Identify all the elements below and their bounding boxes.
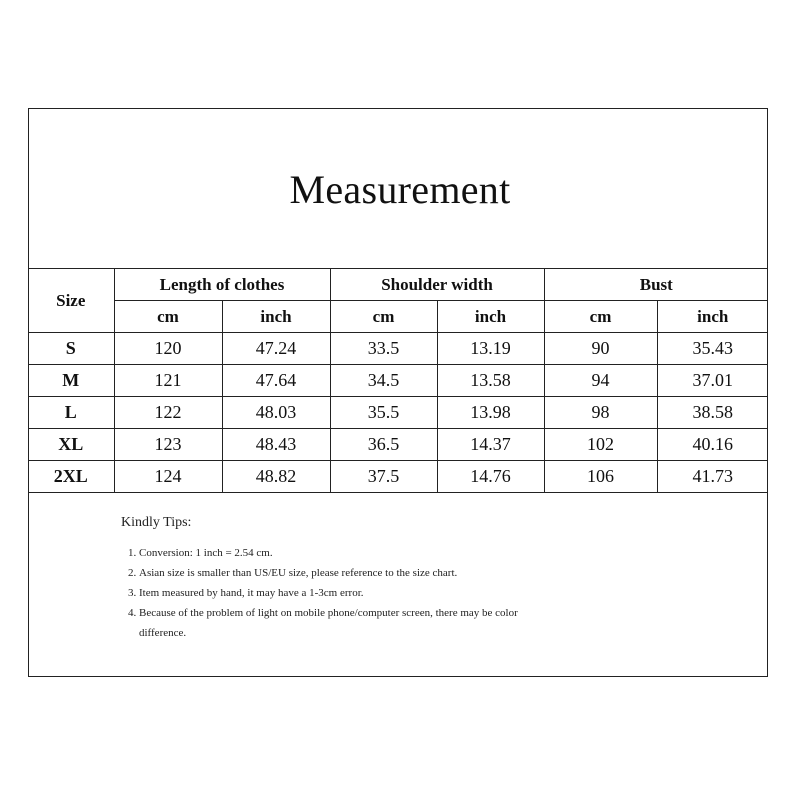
- measurement-cell: 124: [114, 461, 222, 493]
- size-label-cell: S: [28, 333, 114, 365]
- size-table: [28, 268, 768, 493]
- measurement-cell: 33.5: [330, 333, 437, 365]
- measurement-cell: 35.43: [657, 333, 768, 365]
- measurement-cell: 106: [544, 461, 657, 493]
- measurement-cell: 35.5: [330, 397, 437, 429]
- measurement-cell: 37.5: [330, 461, 437, 493]
- page-title: Measurement: [289, 167, 511, 212]
- unit-header: inch: [222, 301, 330, 333]
- size-column-header: Size: [28, 269, 114, 333]
- tip-item: 2. Asian size is smaller than US/EU size, please reference to the size chart.: [139, 563, 551, 583]
- table-row: [28, 429, 768, 461]
- measurement-cell: 14.76: [437, 461, 544, 493]
- table-row: [28, 461, 768, 493]
- measurement-cell: 48.03: [222, 397, 330, 429]
- measurement-cell: 120: [114, 333, 222, 365]
- measurement-cell: 40.16: [657, 429, 768, 461]
- size-rows: [28, 333, 768, 493]
- measurement-cell: 38.58: [657, 397, 768, 429]
- unit-header: inch: [437, 301, 544, 333]
- tip-item: 4. Because of the problem of light on mobile phone/computer screen, there may be color difference.: [139, 603, 551, 643]
- measurement-cell: 123: [114, 429, 222, 461]
- size-label-cell: L: [28, 397, 114, 429]
- size-label-cell: XL: [28, 429, 114, 461]
- table-row: [28, 365, 768, 397]
- group-header-shoulder: Shoulder width: [330, 269, 544, 301]
- unit-header: cm: [330, 301, 437, 333]
- size-label-cell: M: [28, 365, 114, 397]
- measurement-cell: 13.58: [437, 365, 544, 397]
- header-row-groups: [28, 269, 768, 301]
- measurement-cell: 13.19: [437, 333, 544, 365]
- unit-header: cm: [114, 301, 222, 333]
- tip-item: 3. Item measured by hand, it may have a 1-3cm error.: [139, 583, 551, 603]
- unit-header: inch: [657, 301, 768, 333]
- measurement-cell: 47.24: [222, 333, 330, 365]
- measurement-cell: 94: [544, 365, 657, 397]
- measurement-cell: 90: [544, 333, 657, 365]
- table-row: [28, 397, 768, 429]
- unit-header: cm: [544, 301, 657, 333]
- measurement-cell: 13.98: [437, 397, 544, 429]
- tips-list: [121, 543, 551, 643]
- measurement-cell: 47.64: [222, 365, 330, 397]
- kindly-tips: [121, 515, 551, 643]
- measurement-cell: 121: [114, 365, 222, 397]
- table-row: [28, 333, 768, 365]
- measurement-cell: 34.5: [330, 365, 437, 397]
- measurement-cell: 41.73: [657, 461, 768, 493]
- tip-item: 1. Conversion: 1 inch = 2.54 cm.: [139, 543, 551, 563]
- measurement-cell: 37.01: [657, 365, 768, 397]
- header-row-units: [28, 301, 768, 333]
- group-header-length: Length of clothes: [114, 269, 330, 301]
- measurement-cell: 122: [114, 397, 222, 429]
- measurement-cell: 102: [544, 429, 657, 461]
- group-header-bust: Bust: [544, 269, 768, 301]
- tips-title: Kindly Tips:: [121, 515, 192, 530]
- measurement-cell: 36.5: [330, 429, 437, 461]
- size-label-cell: 2XL: [28, 461, 114, 493]
- measurement-cell: 48.82: [222, 461, 330, 493]
- measurement-cell: 14.37: [437, 429, 544, 461]
- measurement-cell: 48.43: [222, 429, 330, 461]
- measurement-cell: 98: [544, 397, 657, 429]
